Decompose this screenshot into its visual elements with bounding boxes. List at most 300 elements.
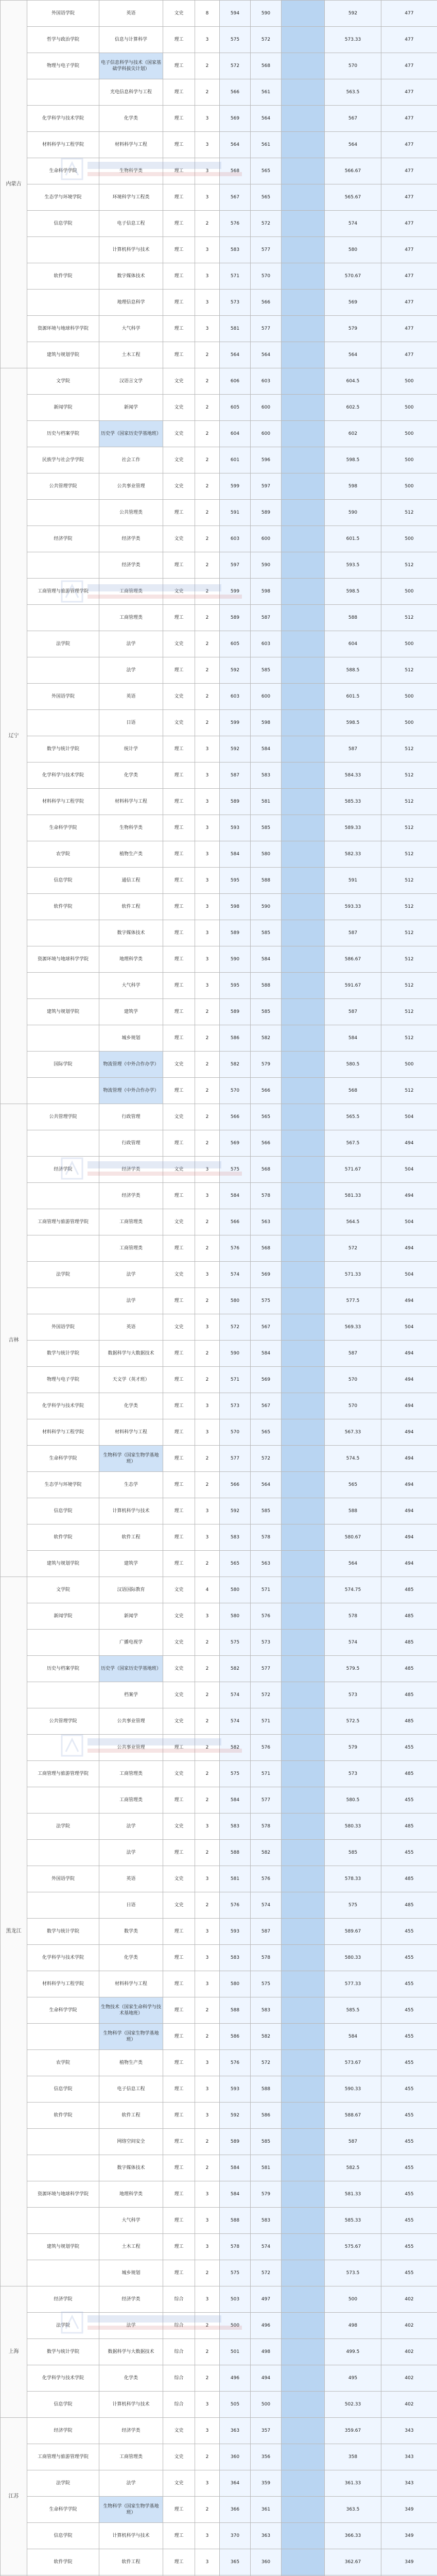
major-cell: 工商管理类 [99, 1761, 163, 1787]
table-row [1, 2444, 437, 2470]
province-cell: 江苏 [1, 2418, 27, 2575]
average-score-cell: 588 [325, 1498, 381, 1524]
highlight-cell [282, 263, 325, 290]
count-cell: 3 [195, 290, 220, 316]
count-cell: 3 [195, 2076, 220, 2103]
min-score-cell: 494 [251, 2365, 282, 2392]
category-cell: 理工 [163, 1235, 195, 1262]
major-cell: 化学类 [99, 762, 163, 789]
category-cell: 理工 [163, 1341, 195, 1367]
category-cell: 理工 [163, 815, 195, 841]
major-cell: 工商管理类 [99, 1787, 163, 1814]
control-line-cell: 402 [381, 2313, 437, 2339]
count-cell: 2 [195, 1235, 220, 1262]
max-score-cell: 595 [220, 868, 251, 894]
control-line-cell: 477 [381, 237, 437, 263]
min-score-cell: 571 [251, 1761, 282, 1787]
table-row [1, 211, 437, 237]
count-cell: 2 [195, 1840, 220, 1866]
college-cell: 工商管理与旅游管理学院 [27, 2444, 99, 2470]
count-cell: 2 [195, 1025, 220, 1052]
count-cell: 3 [195, 920, 220, 946]
control-line-cell: 402 [381, 2286, 437, 2313]
category-cell: 文史 [163, 1157, 195, 1183]
table-row [1, 1892, 437, 1919]
college-cell: 资源环境与地球科学学院 [27, 946, 99, 973]
table-row [1, 2076, 437, 2103]
average-score-cell: 581.33 [325, 1183, 381, 1209]
category-cell: 文史 [163, 1682, 195, 1708]
highlight-cell [282, 1183, 325, 1209]
count-cell: 2 [195, 1341, 220, 1367]
max-score-cell: 605 [220, 631, 251, 657]
major-cell: 经济学类 [99, 1183, 163, 1209]
count-cell: 3 [195, 27, 220, 53]
min-score-cell: 568 [251, 53, 282, 79]
major-cell: 社会工作 [99, 447, 163, 473]
category-cell: 理工 [163, 53, 195, 79]
control-line-cell: 504 [381, 1314, 437, 1341]
table-row [1, 1104, 437, 1130]
major-cell: 日语 [99, 1892, 163, 1919]
average-score-cell: 565.67 [325, 184, 381, 211]
control-line-cell: 512 [381, 841, 437, 868]
major-cell: 档案学 [99, 1682, 163, 1708]
major-cell: 物流管理（中外合作办学） [99, 1078, 163, 1104]
max-score-cell: 583 [220, 237, 251, 263]
max-score-cell: 505 [220, 2392, 251, 2418]
major-cell: 软件工程 [99, 2103, 163, 2129]
category-cell: 文史 [163, 526, 195, 552]
max-score-cell: 604 [220, 421, 251, 447]
major-cell: 软件工程 [99, 2549, 163, 2575]
table-row [1, 1735, 437, 1761]
highlight-cell [282, 1235, 325, 1262]
college-cell [27, 290, 99, 316]
control-line-cell: 500 [381, 421, 437, 447]
max-score-cell: 590 [220, 946, 251, 973]
college-cell: 建筑与规划学院 [27, 999, 99, 1025]
table-row [1, 1262, 437, 1288]
college-cell: 资源环境与地球科学学院 [27, 2181, 99, 2208]
count-cell: 3 [195, 106, 220, 132]
min-score-cell: 578 [251, 1814, 282, 1840]
highlight-cell [282, 1814, 325, 1840]
min-score-cell: 578 [251, 1524, 282, 1551]
highlight-cell [282, 2103, 325, 2129]
count-cell: 3 [195, 1524, 220, 1551]
college-cell [27, 2024, 99, 2050]
college-cell: 工商管理与旅游管理学院 [27, 1209, 99, 1235]
major-cell: 生物科学（国家生物学基地班） [99, 2024, 163, 2050]
major-cell: 历史学（国家历史学基地班） [99, 421, 163, 447]
highlight-cell [282, 1078, 325, 1104]
control-line-cell: 504 [381, 1157, 437, 1183]
college-cell: 文学院 [27, 1577, 99, 1603]
min-score-cell: 584 [251, 946, 282, 973]
college-cell [27, 2208, 99, 2234]
count-cell: 2 [195, 2313, 220, 2339]
min-score-cell: 576 [251, 1866, 282, 1892]
major-cell: 工商管理类 [99, 1209, 163, 1235]
highlight-cell [282, 1971, 325, 1997]
min-score-cell: 359 [251, 2470, 282, 2497]
average-score-cell: 565.5 [325, 1104, 381, 1130]
min-score-cell: 583 [251, 762, 282, 789]
table-row [1, 1341, 437, 1367]
table-row [1, 2497, 437, 2523]
max-score-cell: 573 [220, 290, 251, 316]
college-cell: 新闻学院 [27, 395, 99, 421]
control-line-cell: 455 [381, 2050, 437, 2076]
major-cell: 英语 [99, 684, 163, 710]
highlight-cell [282, 1419, 325, 1446]
max-score-cell: 588 [220, 1997, 251, 2024]
table-row [1, 27, 437, 53]
college-cell [27, 657, 99, 684]
major-cell: 行政管理 [99, 1104, 163, 1130]
college-cell: 物理与电子学院 [27, 1367, 99, 1393]
min-score-cell: 568 [251, 1157, 282, 1183]
average-score-cell: 574.75 [325, 1577, 381, 1603]
major-cell: 材料科学与工程 [99, 1971, 163, 1997]
highlight-cell [282, 500, 325, 526]
control-line-cell: 343 [381, 2470, 437, 2497]
college-cell [27, 1183, 99, 1209]
min-score-cell: 587 [251, 605, 282, 631]
category-cell: 理工 [163, 1551, 195, 1577]
highlight-cell [282, 2286, 325, 2313]
min-score-cell: 567 [251, 1393, 282, 1419]
average-score-cell: 584 [325, 2024, 381, 2050]
average-score-cell: 584.33 [325, 762, 381, 789]
major-cell: 经济学类 [99, 1157, 163, 1183]
category-cell: 文史 [163, 1262, 195, 1288]
control-line-cell: 455 [381, 1919, 437, 1945]
category-cell: 文史 [163, 684, 195, 710]
average-score-cell: 604 [325, 631, 381, 657]
count-cell: 2 [195, 500, 220, 526]
control-line-cell: 477 [381, 27, 437, 53]
table-row [1, 368, 437, 395]
category-cell: 理工 [163, 1367, 195, 1393]
min-score-cell: 566 [251, 1078, 282, 1104]
category-cell: 文史 [163, 1603, 195, 1630]
table-row [1, 1971, 437, 1997]
average-score-cell: 589.67 [325, 1919, 381, 1945]
max-score-cell: 593 [220, 1919, 251, 1945]
count-cell: 3 [195, 2523, 220, 2549]
max-score-cell: 580 [220, 1603, 251, 1630]
count-cell: 2 [195, 2339, 220, 2365]
control-line-cell: 455 [381, 2181, 437, 2208]
count-cell: 3 [195, 762, 220, 789]
table-row [1, 762, 437, 789]
count-cell: 2 [195, 1735, 220, 1761]
table-row [1, 1997, 437, 2024]
average-score-cell: 579 [325, 1735, 381, 1761]
control-line-cell: 512 [381, 1078, 437, 1104]
min-score-cell: 571 [251, 1577, 282, 1603]
highlight-cell [282, 920, 325, 946]
major-cell: 新闻学 [99, 395, 163, 421]
highlight-cell [282, 1945, 325, 1971]
count-cell: 2 [195, 447, 220, 473]
average-score-cell: 571.33 [325, 1262, 381, 1288]
category-cell: 理工 [163, 2103, 195, 2129]
highlight-cell [282, 684, 325, 710]
highlight-cell [282, 657, 325, 684]
average-score-cell: 498 [325, 2313, 381, 2339]
min-score-cell: 583 [251, 2208, 282, 2234]
category-cell: 文史 [163, 1314, 195, 1341]
table-row [1, 1761, 437, 1787]
max-score-cell: 597 [220, 552, 251, 579]
min-score-cell: 572 [251, 1682, 282, 1708]
count-cell: 2 [195, 211, 220, 237]
control-line-cell: 343 [381, 2418, 437, 2444]
average-score-cell: 580.67 [325, 1524, 381, 1551]
count-cell: 3 [195, 158, 220, 184]
min-score-cell: 586 [251, 2103, 282, 2129]
control-line-cell: 485 [381, 1761, 437, 1787]
count-cell: 2 [195, 79, 220, 106]
highlight-cell [282, 1551, 325, 1577]
min-score-cell: 585 [251, 999, 282, 1025]
college-cell [27, 1787, 99, 1814]
count-cell: 2 [195, 1446, 220, 1472]
table-row [1, 395, 437, 421]
max-score-cell: 569 [220, 106, 251, 132]
control-line-cell: 512 [381, 920, 437, 946]
highlight-cell [282, 1, 325, 27]
count-cell: 2 [195, 552, 220, 579]
max-score-cell: 589 [220, 789, 251, 815]
control-line-cell: 485 [381, 1656, 437, 1682]
table-row [1, 1577, 437, 1603]
min-score-cell: 567 [251, 1314, 282, 1341]
min-score-cell: 600 [251, 421, 282, 447]
college-cell [27, 1078, 99, 1104]
major-cell: 汉语国际教育 [99, 1577, 163, 1603]
college-cell: 国际学院 [27, 1052, 99, 1078]
college-cell: 软件学院 [27, 263, 99, 290]
average-score-cell: 366.33 [325, 2523, 381, 2549]
major-cell: 数据科学与大数据技术 [99, 1341, 163, 1367]
average-score-cell: 585 [325, 1840, 381, 1866]
min-score-cell: 580 [251, 841, 282, 868]
college-cell: 历史与档案学院 [27, 1656, 99, 1682]
max-score-cell: 577 [220, 1446, 251, 1472]
count-cell: 2 [195, 1209, 220, 1235]
average-score-cell: 588 [325, 605, 381, 631]
college-cell: 外国语学院 [27, 1314, 99, 1341]
control-line-cell: 477 [381, 158, 437, 184]
major-cell: 计算机科学与技术 [99, 1498, 163, 1524]
count-cell: 2 [195, 579, 220, 605]
count-cell: 3 [195, 263, 220, 290]
table-row [1, 1157, 437, 1183]
min-score-cell: 575 [251, 1971, 282, 1997]
max-score-cell: 576 [220, 211, 251, 237]
major-cell: 法学 [99, 2313, 163, 2339]
count-cell: 3 [195, 237, 220, 263]
min-score-cell: 572 [251, 211, 282, 237]
max-score-cell: 569 [220, 1130, 251, 1157]
average-score-cell: 570 [325, 1367, 381, 1393]
major-cell: 地理科学类 [99, 946, 163, 973]
college-cell: 工商管理与旅游管理学院 [27, 1761, 99, 1787]
control-line-cell: 494 [381, 1498, 437, 1524]
count-cell: 3 [195, 868, 220, 894]
table-row [1, 973, 437, 999]
category-cell: 理工 [163, 2076, 195, 2103]
highlight-cell [282, 1052, 325, 1078]
min-score-cell: 496 [251, 2313, 282, 2339]
average-score-cell: 602.5 [325, 395, 381, 421]
control-line-cell: 477 [381, 184, 437, 211]
average-score-cell: 588.67 [325, 2103, 381, 2129]
control-line-cell: 455 [381, 1840, 437, 1866]
highlight-cell [282, 1630, 325, 1656]
table-row [1, 473, 437, 500]
college-cell: 软件学院 [27, 894, 99, 920]
major-cell: 化学类 [99, 1945, 163, 1971]
min-score-cell: 565 [251, 1419, 282, 1446]
table-row [1, 1052, 437, 1078]
major-cell: 生物科学（国家生物学基地班） [99, 1446, 163, 1472]
count-cell: 2 [195, 1761, 220, 1787]
major-cell: 土木工程 [99, 2234, 163, 2260]
highlight-cell [282, 1708, 325, 1735]
average-score-cell: 588.5 [325, 657, 381, 684]
min-score-cell: 564 [251, 342, 282, 368]
count-cell: 2 [195, 1997, 220, 2024]
major-cell: 法学 [99, 1262, 163, 1288]
highlight-cell [282, 1524, 325, 1551]
min-score-cell: 565 [251, 158, 282, 184]
category-cell: 综合 [163, 2339, 195, 2365]
control-line-cell: 512 [381, 552, 437, 579]
major-cell: 城乡规划 [99, 1025, 163, 1052]
highlight-cell [282, 1656, 325, 1682]
highlight-cell [282, 79, 325, 106]
average-score-cell: 592 [325, 1, 381, 27]
category-cell: 理工 [163, 158, 195, 184]
category-cell: 理工 [163, 184, 195, 211]
control-line-cell: 512 [381, 500, 437, 526]
max-score-cell: 584 [220, 2181, 251, 2208]
count-cell: 3 [195, 1183, 220, 1209]
min-score-cell: 356 [251, 2444, 282, 2470]
major-cell: 材料科学与工程 [99, 132, 163, 158]
count-cell: 2 [195, 1630, 220, 1656]
count-cell: 2 [195, 2260, 220, 2286]
average-score-cell: 495 [325, 2365, 381, 2392]
table-row [1, 946, 437, 973]
highlight-cell [282, 868, 325, 894]
control-line-cell: 485 [381, 1708, 437, 1735]
average-score-cell: 564 [325, 342, 381, 368]
max-score-cell: 566 [220, 1209, 251, 1235]
province-cell: 上海 [1, 2286, 27, 2418]
max-score-cell: 581 [220, 1866, 251, 1892]
average-score-cell: 573 [325, 1682, 381, 1708]
average-score-cell: 587 [325, 1341, 381, 1367]
count-cell: 3 [195, 1314, 220, 1341]
average-score-cell: 577.33 [325, 1971, 381, 1997]
major-cell: 数字媒体技术 [99, 2155, 163, 2181]
average-score-cell: 573.67 [325, 2050, 381, 2076]
highlight-cell [282, 27, 325, 53]
college-cell [27, 920, 99, 946]
college-cell: 信息学院 [27, 1498, 99, 1524]
college-cell: 材料科学与工程学院 [27, 132, 99, 158]
highlight-cell [282, 2365, 325, 2392]
min-score-cell: 577 [251, 1787, 282, 1814]
count-cell: 2 [195, 1052, 220, 1078]
max-score-cell: 564 [220, 132, 251, 158]
max-score-cell: 586 [220, 1025, 251, 1052]
category-cell: 理工 [163, 290, 195, 316]
max-score-cell: 568 [220, 158, 251, 184]
major-cell: 材料科学与工程 [99, 789, 163, 815]
table-row [1, 526, 437, 552]
college-cell [27, 1130, 99, 1157]
max-score-cell: 572 [220, 53, 251, 79]
max-score-cell: 582 [220, 1052, 251, 1078]
table-row [1, 1419, 437, 1446]
table-row [1, 421, 437, 447]
highlight-cell [282, 447, 325, 473]
highlight-cell [282, 631, 325, 657]
college-cell: 经济学院 [27, 1157, 99, 1183]
major-cell: 土木工程 [99, 342, 163, 368]
major-cell: 计算机科学与技术 [99, 2392, 163, 2418]
college-cell: 经济学院 [27, 2286, 99, 2313]
average-score-cell: 502.33 [325, 2392, 381, 2418]
count-cell: 3 [195, 2470, 220, 2497]
highlight-cell [282, 2076, 325, 2103]
average-score-cell: 601.5 [325, 684, 381, 710]
average-score-cell: 575.67 [325, 2234, 381, 2260]
average-score-cell: 500 [325, 2286, 381, 2313]
category-cell: 理工 [163, 789, 195, 815]
table-row [1, 2234, 437, 2260]
average-score-cell: 580.33 [325, 1814, 381, 1840]
major-cell: 计算机科学与技术 [99, 237, 163, 263]
count-cell: 2 [195, 421, 220, 447]
table-row [1, 2024, 437, 2050]
major-cell: 公共事业管理 [99, 473, 163, 500]
category-cell: 文史 [163, 2444, 195, 2470]
category-cell: 理工 [163, 342, 195, 368]
average-score-cell: 570.67 [325, 263, 381, 290]
max-score-cell: 586 [220, 2024, 251, 2050]
max-score-cell: 595 [220, 973, 251, 999]
college-cell: 生态学与环境学院 [27, 184, 99, 211]
min-score-cell: 566 [251, 1130, 282, 1157]
count-cell: 2 [195, 1892, 220, 1919]
highlight-cell [282, 1761, 325, 1787]
min-score-cell: 582 [251, 2024, 282, 2050]
category-cell: 理工 [163, 2181, 195, 2208]
category-cell: 文史 [163, 710, 195, 736]
average-score-cell: 591.67 [325, 973, 381, 999]
category-cell: 理工 [163, 1498, 195, 1524]
major-cell: 英语 [99, 1866, 163, 1892]
control-line-cell: 494 [381, 1288, 437, 1314]
